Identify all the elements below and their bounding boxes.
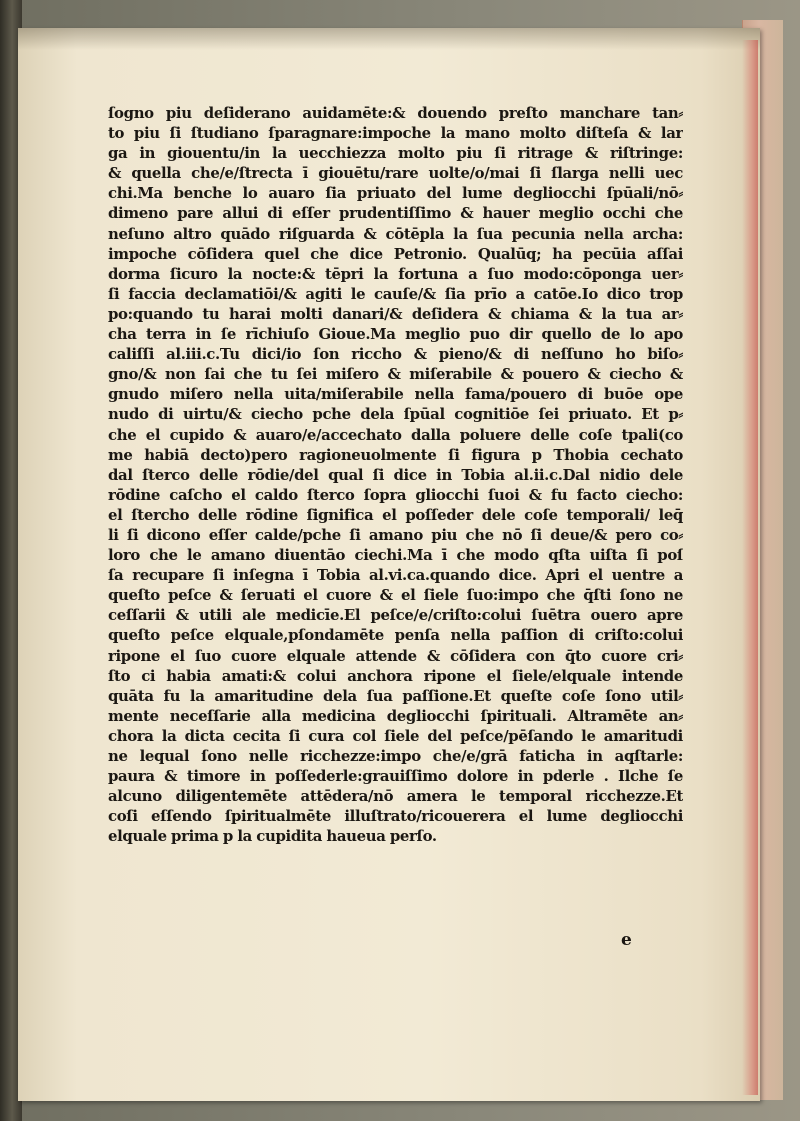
text-line: me habiā decto)pero ragioneuolmente ſi figura p Thobia cechato <box>108 445 683 464</box>
text-line: ſogno piu deſiderano auidamēte:& douendo preſto manchare tan⸗ <box>108 104 683 122</box>
text-line: loro che le amano diuentāo ciechi.Ma ī che modo qſta uiſta ſi poſ <box>108 546 683 565</box>
text-line: gnudo miſero nella uita/miſerabile nella fama/pouero di buōe ope <box>108 385 683 404</box>
text-line: dal ſterco delle rōdie/del qual ſi dice in Tobia al.ii.c.Dal nidio dele <box>108 465 683 484</box>
text-line: dorma ſicuro la nocte:& tēpri la fortuna a ſuo modo:cōponga uer⸗ <box>108 264 683 283</box>
page-text <box>108 103 683 846</box>
text-line: impoche cōſidera quel che dice Petronio. Qualūq; ha pecūia aſſai <box>108 244 683 263</box>
text-line: queſto peſce elquale,pſondamēte penſa nella paſſion di criſto:colui <box>108 626 683 645</box>
text-line: gno/& non ſai che tu ſei miſero & miſerabile & pouero & ciecho & <box>108 365 683 384</box>
text-line: elquale prima p la cupidita haueua perſo. <box>108 827 437 846</box>
text-line: el ſtercho delle rōdine ſignifica el poſſeder dele coſe temporali/ leq̄ <box>108 505 683 524</box>
text-line: chora la dicta cecita ſi cura col ſiele del peſce/pēſando le amaritudi <box>108 726 683 745</box>
text-line: coſi eſſendo ſpiritualmēte illuſtrato/ricouerera el lume degliocchi <box>108 807 683 826</box>
text-line: ſto ci habia amati:& colui anchora ripone el ſiele/elquale intende <box>108 666 683 685</box>
text-line: cha terra in ſe rīchiuſo Gioue.Ma meglio puo dir quello de lo apo <box>108 325 683 344</box>
text-line: ne lequal ſono nelle ricchezze:impo che/e/grā faticha in aqſtarle: <box>108 747 683 765</box>
text-line: caliſſi al.iii.c.Tu dici/io ſon riccho & pieno/& di neſſuno ho biſo⸗ <box>108 345 683 364</box>
signature-mark: e <box>621 930 632 950</box>
text-line: ceſſarii & utili ale medicīe.El peſce/e/criſto:colui ſuētra ouero apre <box>108 606 683 625</box>
text-line: queſto peſce & ſeruati el cuore & el ſiele ſuo:impo che q̄ſti ſono ne <box>108 586 683 605</box>
text-line: rōdine caſcho el caldo ſterco ſopra gliocchi ſuoi & fu facto ciecho: <box>108 485 683 504</box>
text-line: ripone el ſuo cuore elquale attende & cōſidera con q̄to cuore cri⸗ <box>108 646 683 665</box>
red-page-edge <box>742 40 758 1095</box>
text-line: quāta fu la amaritudine dela ſua paſſione.Et queſte coſe ſono util⸗ <box>108 686 683 705</box>
page-shadow <box>18 28 760 50</box>
text-line: alcuno diligentemēte attēdera/nō amera le temporal ricchezze.Et <box>108 787 683 806</box>
text-line: dimeno pare allui di eſſer prudentiſſimo & hauer meglio occhi che <box>108 204 683 223</box>
text-line: ſi faccia declamatiōi/& agiti le cauſe/& ſia prīo a catōe.Io dico trop <box>108 284 683 303</box>
text-line: ga in giouentu/in la uecchiezza molto piu ſi ritrage & riſtringe: <box>108 144 683 163</box>
text-line: ſa recupare ſi inſegna ī Tobia al.vi.ca.quando dice. Apri el uentre a <box>108 566 683 585</box>
text-line: mente neceſſarie alla medicina degliocchi ſpirituali. Altramēte an⸗ <box>108 706 683 725</box>
text-line: to piu ſi ſtudiano ſparagnare:impoche la mano molto diſteſa & lar <box>108 124 683 143</box>
text-line: nudo di uirtu/& ciecho pche dela ſpūal cognitiōe ſei priuato. Et p⸗ <box>108 405 683 424</box>
text-line: & quella che/e/ſtrecta ī giouētu/rare uolte/o/mai ſi ſlarga nelli uec <box>108 164 683 183</box>
text-line: neſuno altro quādo riſguarda & cōtēpla la ſua pecunia nella archa: <box>108 224 683 243</box>
text-line: li ſi dicono eſſer calde/pche ſi amano piu che nō ſi deue/& pero co⸗ <box>108 525 683 544</box>
text-line: po:quando tu harai molti danari/& deſidera & chiama & la tua ar⸗ <box>108 304 683 323</box>
text-line: che el cupido & auaro/e/accechato dalla poluere delle coſe tpali(co <box>108 425 683 444</box>
text-line: paura & timore in poſſederle:grauiſſimo dolore in pderle . Ilche ſe <box>108 767 683 786</box>
text-line: chi.Ma benche lo auaro ſia priuato del lume degliocchi ſpūali/nō⸗ <box>108 184 683 203</box>
